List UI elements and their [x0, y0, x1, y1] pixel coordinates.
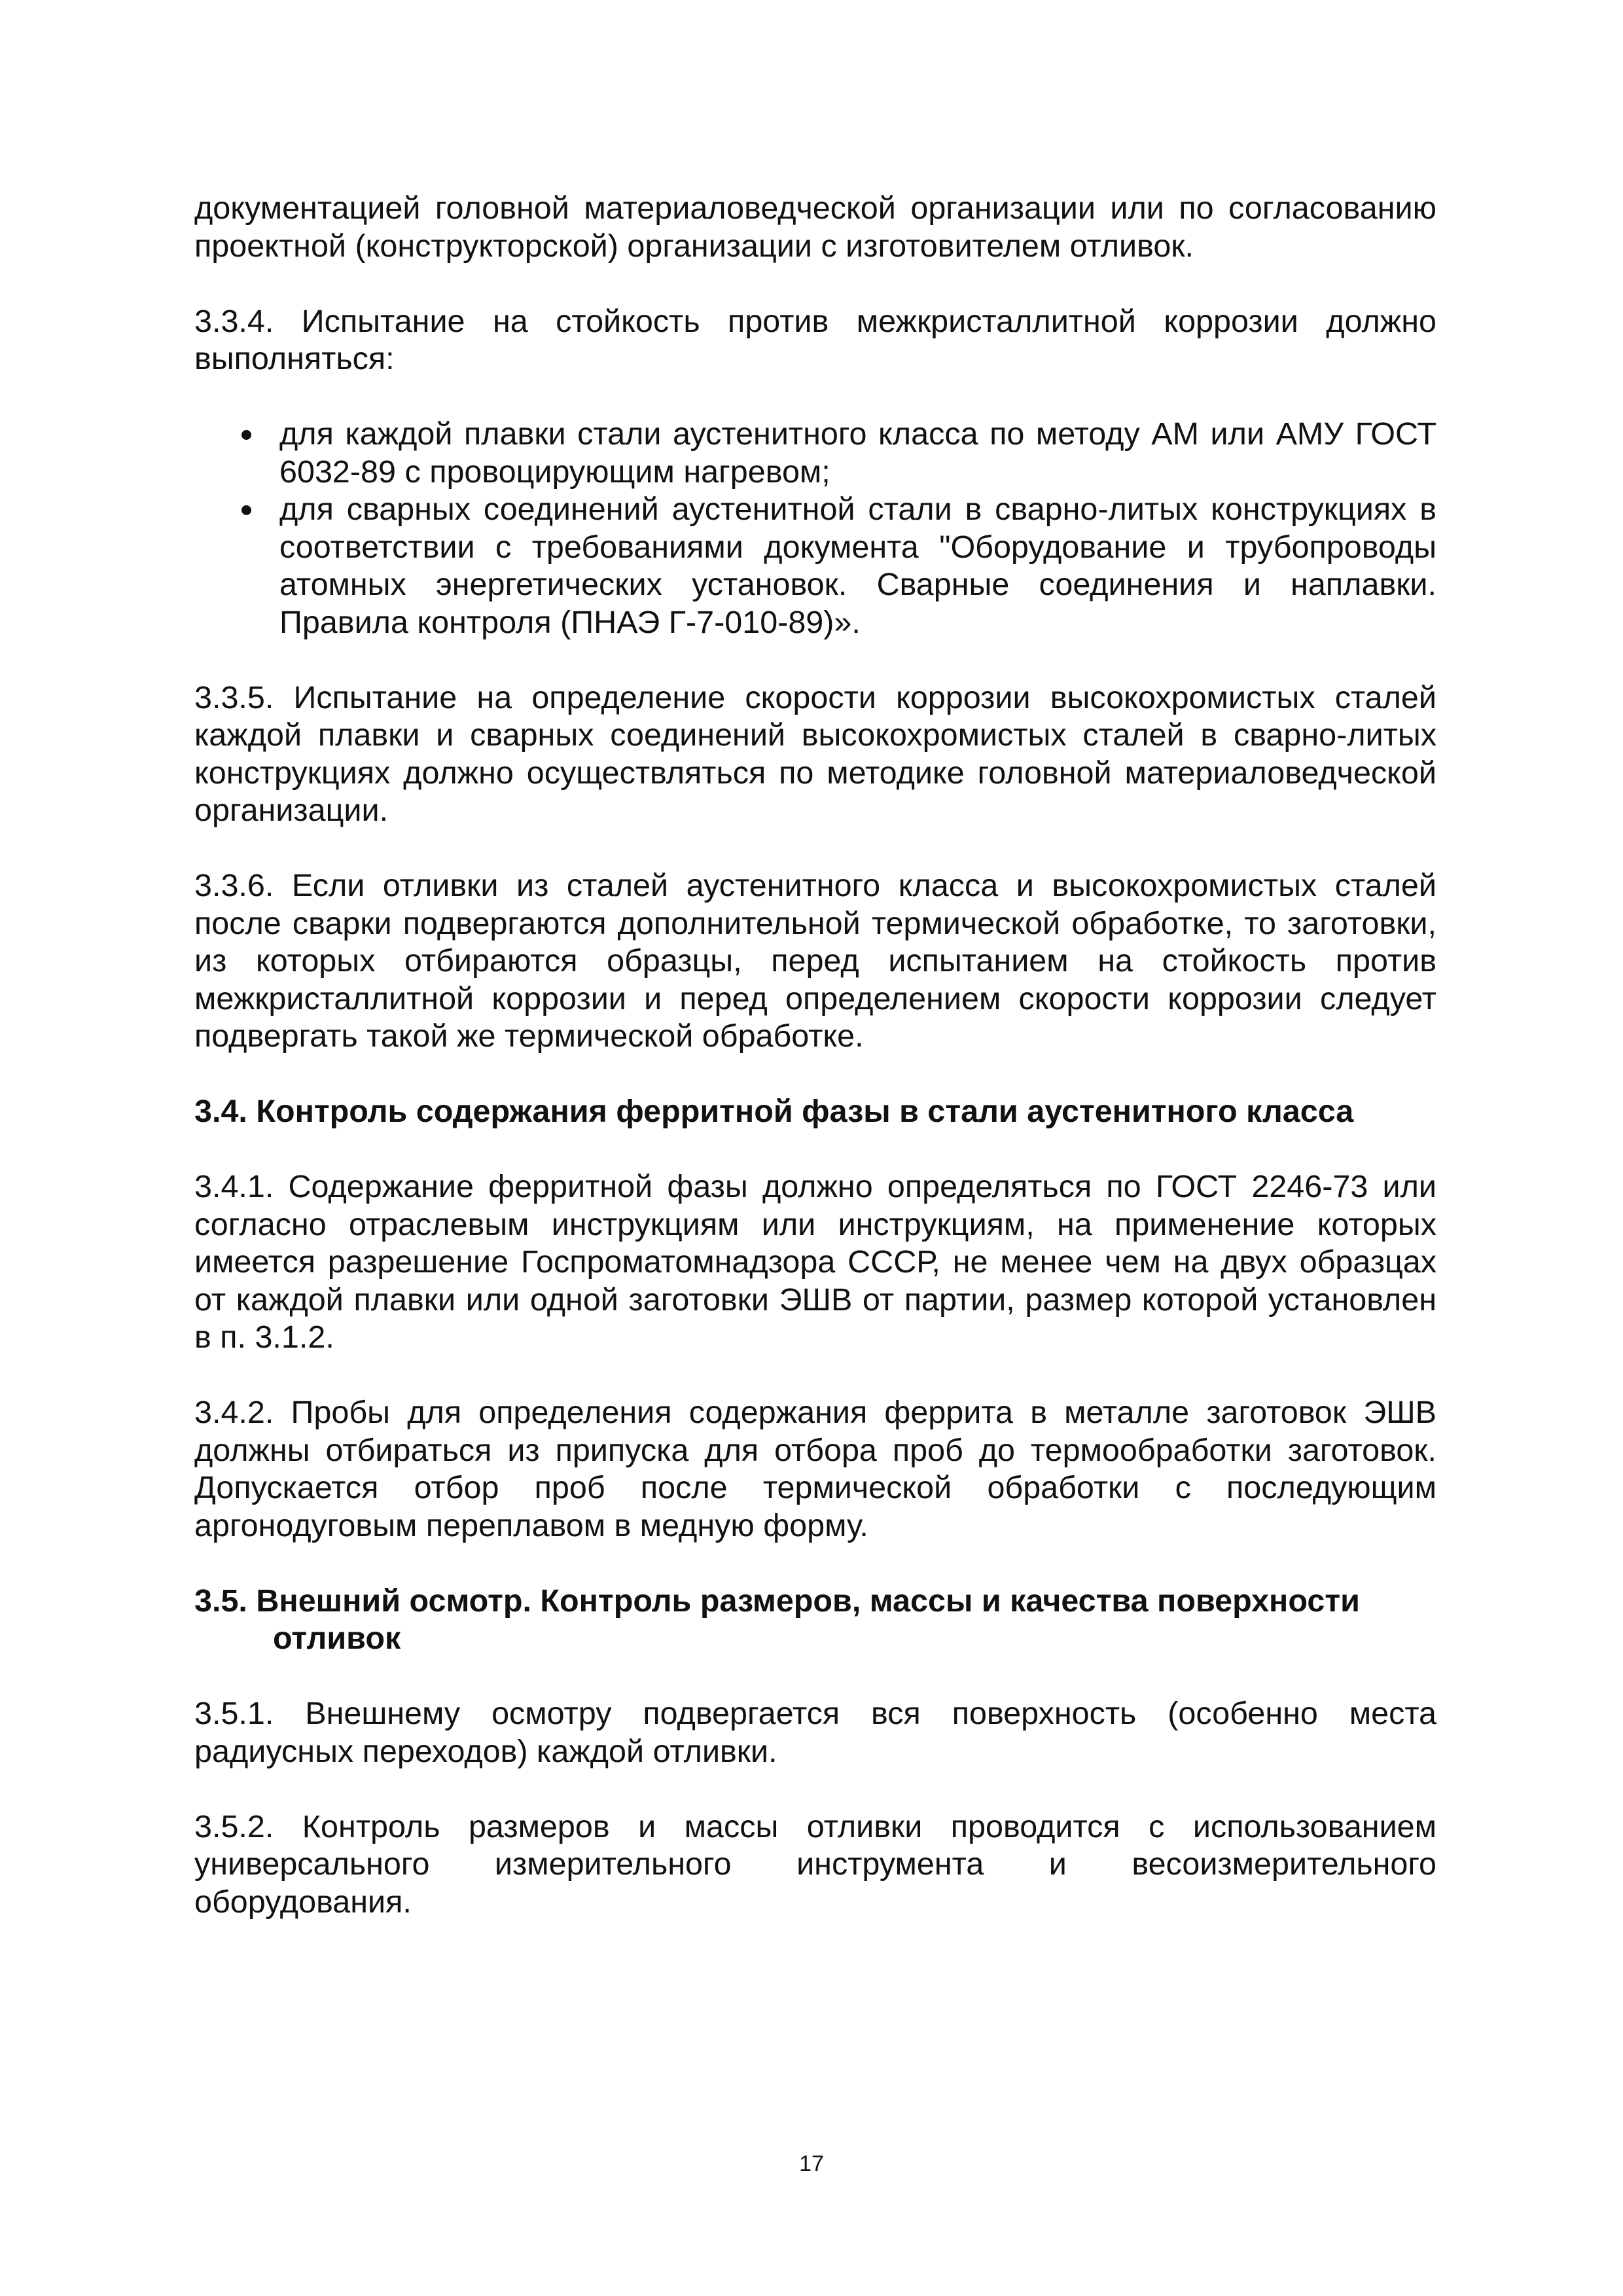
- paragraph-3-3-6: 3.3.6. Если отливки из сталей аустенитного класса и высокохромистых сталей после сварки подвергаются дополнительной термической обработке, то заготовки, из которых отбираются образцы, перед испытанием на стойкость против межкристаллитной коррозии и перед определением скорости коррозии следует подвергать такой же термической обработке.: [194, 868, 1436, 1054]
- page-body: [194, 190, 1436, 1921]
- bullet-icon: [241, 505, 251, 515]
- bullet-icon: [241, 430, 251, 440]
- bullet-item: [194, 416, 1436, 491]
- paragraph-3-3-4: 3.3.4. Испытание на стойкость против межкристаллитной коррозии должно выполняться:: [194, 303, 1436, 376]
- section-heading-3-5-line1: 3.5. Внешний осмотр. Контроль размеров, массы и качества поверхности: [194, 1583, 1360, 1619]
- bullet-list-3-3-4: [194, 416, 1436, 641]
- bullet-item: [194, 491, 1436, 641]
- paragraph-intro-continuation: документацией головной материаловедческой организации или по согласованию проектной (конструкторской) организации с изготовителем отливок.: [194, 190, 1436, 264]
- section-heading-3-4: 3.4. Контроль содержания ферритной фазы в стали аустенитного класса: [194, 1094, 1354, 1129]
- section-heading-3-5-line2: отливок: [273, 1621, 401, 1656]
- paragraph-3-5-2: 3.5.2. Контроль размеров и массы отливки проводится с использованием универсального измерительного инструмента и весоизмерительного оборудования.: [194, 1808, 1436, 1920]
- page-number: 17: [799, 2151, 824, 2176]
- paragraph-3-4-1: 3.4.1. Содержание ферритной фазы должно определяться по ГОСТ 2246-73 или согласно отраслевым инструкциям или инструкциям, на применение которых имеется разрешение Госпроматомнадзора СССР, не менее чем на двух образцах от каждой плавки или одной заготовки ЭШВ от партии, размер которой установлен в п. 3.1.2.: [194, 1169, 1436, 1355]
- paragraph-3-4-2: 3.4.2. Пробы для определения содержания феррита в металле заготовок ЭШВ должны отбираться из припуска для отбора проб до термообработки заготовок. Допускается отбор проб после термической обработки с последующим аргонодуговым переплавом в медную форму.: [194, 1395, 1436, 1543]
- paragraph-3-5-1: 3.5.1. Внешнему осмотру подвергается вся поверхность (особенно места радиусных переходов) каждой отливки.: [194, 1696, 1436, 1769]
- paragraph-3-3-5: 3.3.5. Испытание на определение скорости коррозии высокохромистых сталей каждой плавки и сварных соединений высокохромистых сталей в сварно-литых конструкциях должно осуществляться по методике головной материаловедческой организации.: [194, 679, 1436, 828]
- section-heading-3-5: [194, 1583, 1436, 1658]
- bullet-item-text: для сварных соединений аустенитной стали в сварно-литых конструкциях в соответствии с требованиями документа "Оборудование и трубопроводы атомных энергетических установок. Сварные соединения и наплавки. Правила контроля (ПНАЭ Г-7-010-89)».: [279, 492, 1436, 640]
- bullet-item-text: для каждой плавки стали аустенитного класса по методу АМ или АМУ ГОСТ 6032-89 с провоцирующим нагревом;: [279, 416, 1436, 490]
